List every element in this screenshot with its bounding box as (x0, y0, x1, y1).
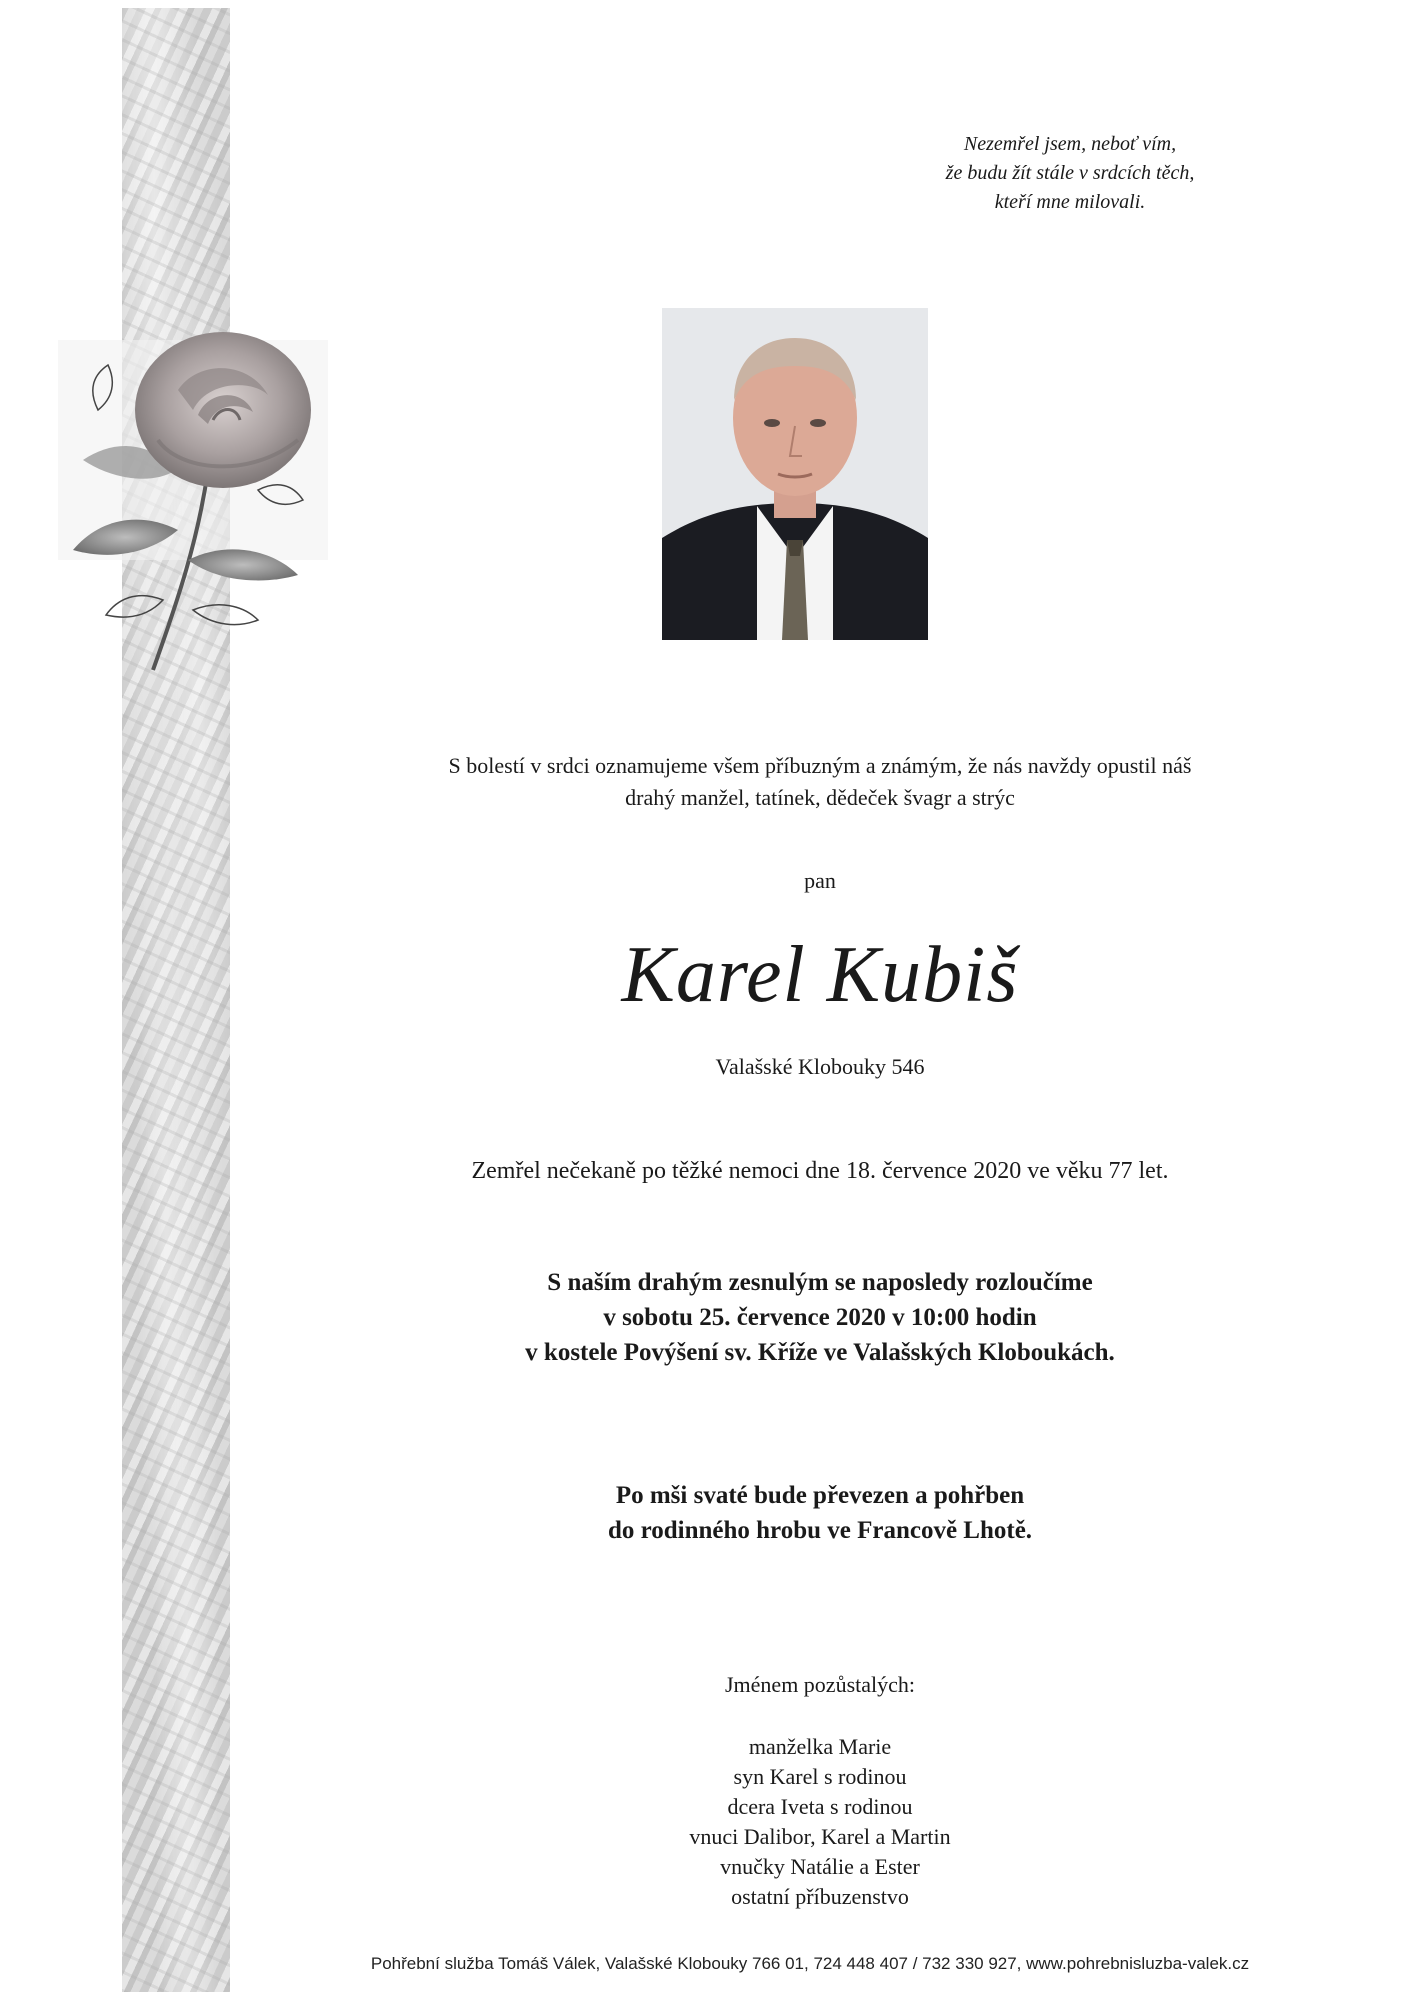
announcement (300, 750, 1340, 814)
portrait-photo (662, 308, 928, 640)
death-notice: Zemřel nečekaně po těžké nemoci dne 18. července 2020 ve věku 77 let. (471, 1158, 1169, 1184)
burial-line: Po mši svaté bude převezen a pohřben (615, 1482, 1025, 1509)
memorial-quote (880, 130, 1260, 217)
farewell-line: v sobotu 25. července 2020 v 10:00 hodin (603, 1304, 1037, 1331)
farewell-ceremony (300, 1265, 1340, 1370)
marble-strip (122, 8, 230, 1992)
announcement-line: S bolestí v srdci oznamujeme všem příbuzným a známým, že nás navždy opustil náš (448, 753, 1192, 778)
mourner-item: manželka Marie (748, 1734, 892, 1759)
burial-info (300, 1478, 1340, 1548)
mourner-item: dcera Iveta s rodinou (727, 1794, 913, 1819)
farewell-line: S naším drahým zesnulým se naposledy rozloučíme (547, 1269, 1093, 1296)
mourners-list (300, 1732, 1340, 1912)
burial-line: do rodinného hrobu ve Francově Lhotě. (607, 1517, 1033, 1544)
rose-icon (58, 320, 328, 680)
quote-line: že budu žít stále v srdcích těch, (945, 162, 1195, 184)
announcement-line: drahý manžel, tatínek, dědeček švagr a strýc (625, 785, 1015, 810)
mourner-item: syn Karel s rodinou (733, 1764, 907, 1789)
mourners-title: Jménem pozůstalých: (724, 1672, 915, 1697)
deceased-address: Valašské Klobouky 546 (715, 1054, 925, 1079)
deceased-name: Karel Kubiš (621, 931, 1019, 1019)
funeral-service-footer: Pohřební služba Tomáš Válek, Valašské Klobouky 766 01, 724 448 407 / 732 330 927, www.pohrebnisluzba-valek.cz (370, 1954, 1250, 1973)
mourner-item: ostatní příbuzenstvo (731, 1884, 909, 1909)
quote-line: kteří mne milovali. (994, 191, 1146, 213)
honorific: pan (804, 868, 836, 893)
mourner-item: vnuci Dalibor, Karel a Martin (689, 1824, 951, 1849)
mourner-item: vnučky Natálie a Ester (720, 1854, 920, 1879)
farewell-line: v kostele Povýšení sv. Kříže ve Valašských Kloboukách. (525, 1339, 1115, 1366)
quote-line: Nezemřel jsem, neboť vím, (963, 133, 1177, 155)
